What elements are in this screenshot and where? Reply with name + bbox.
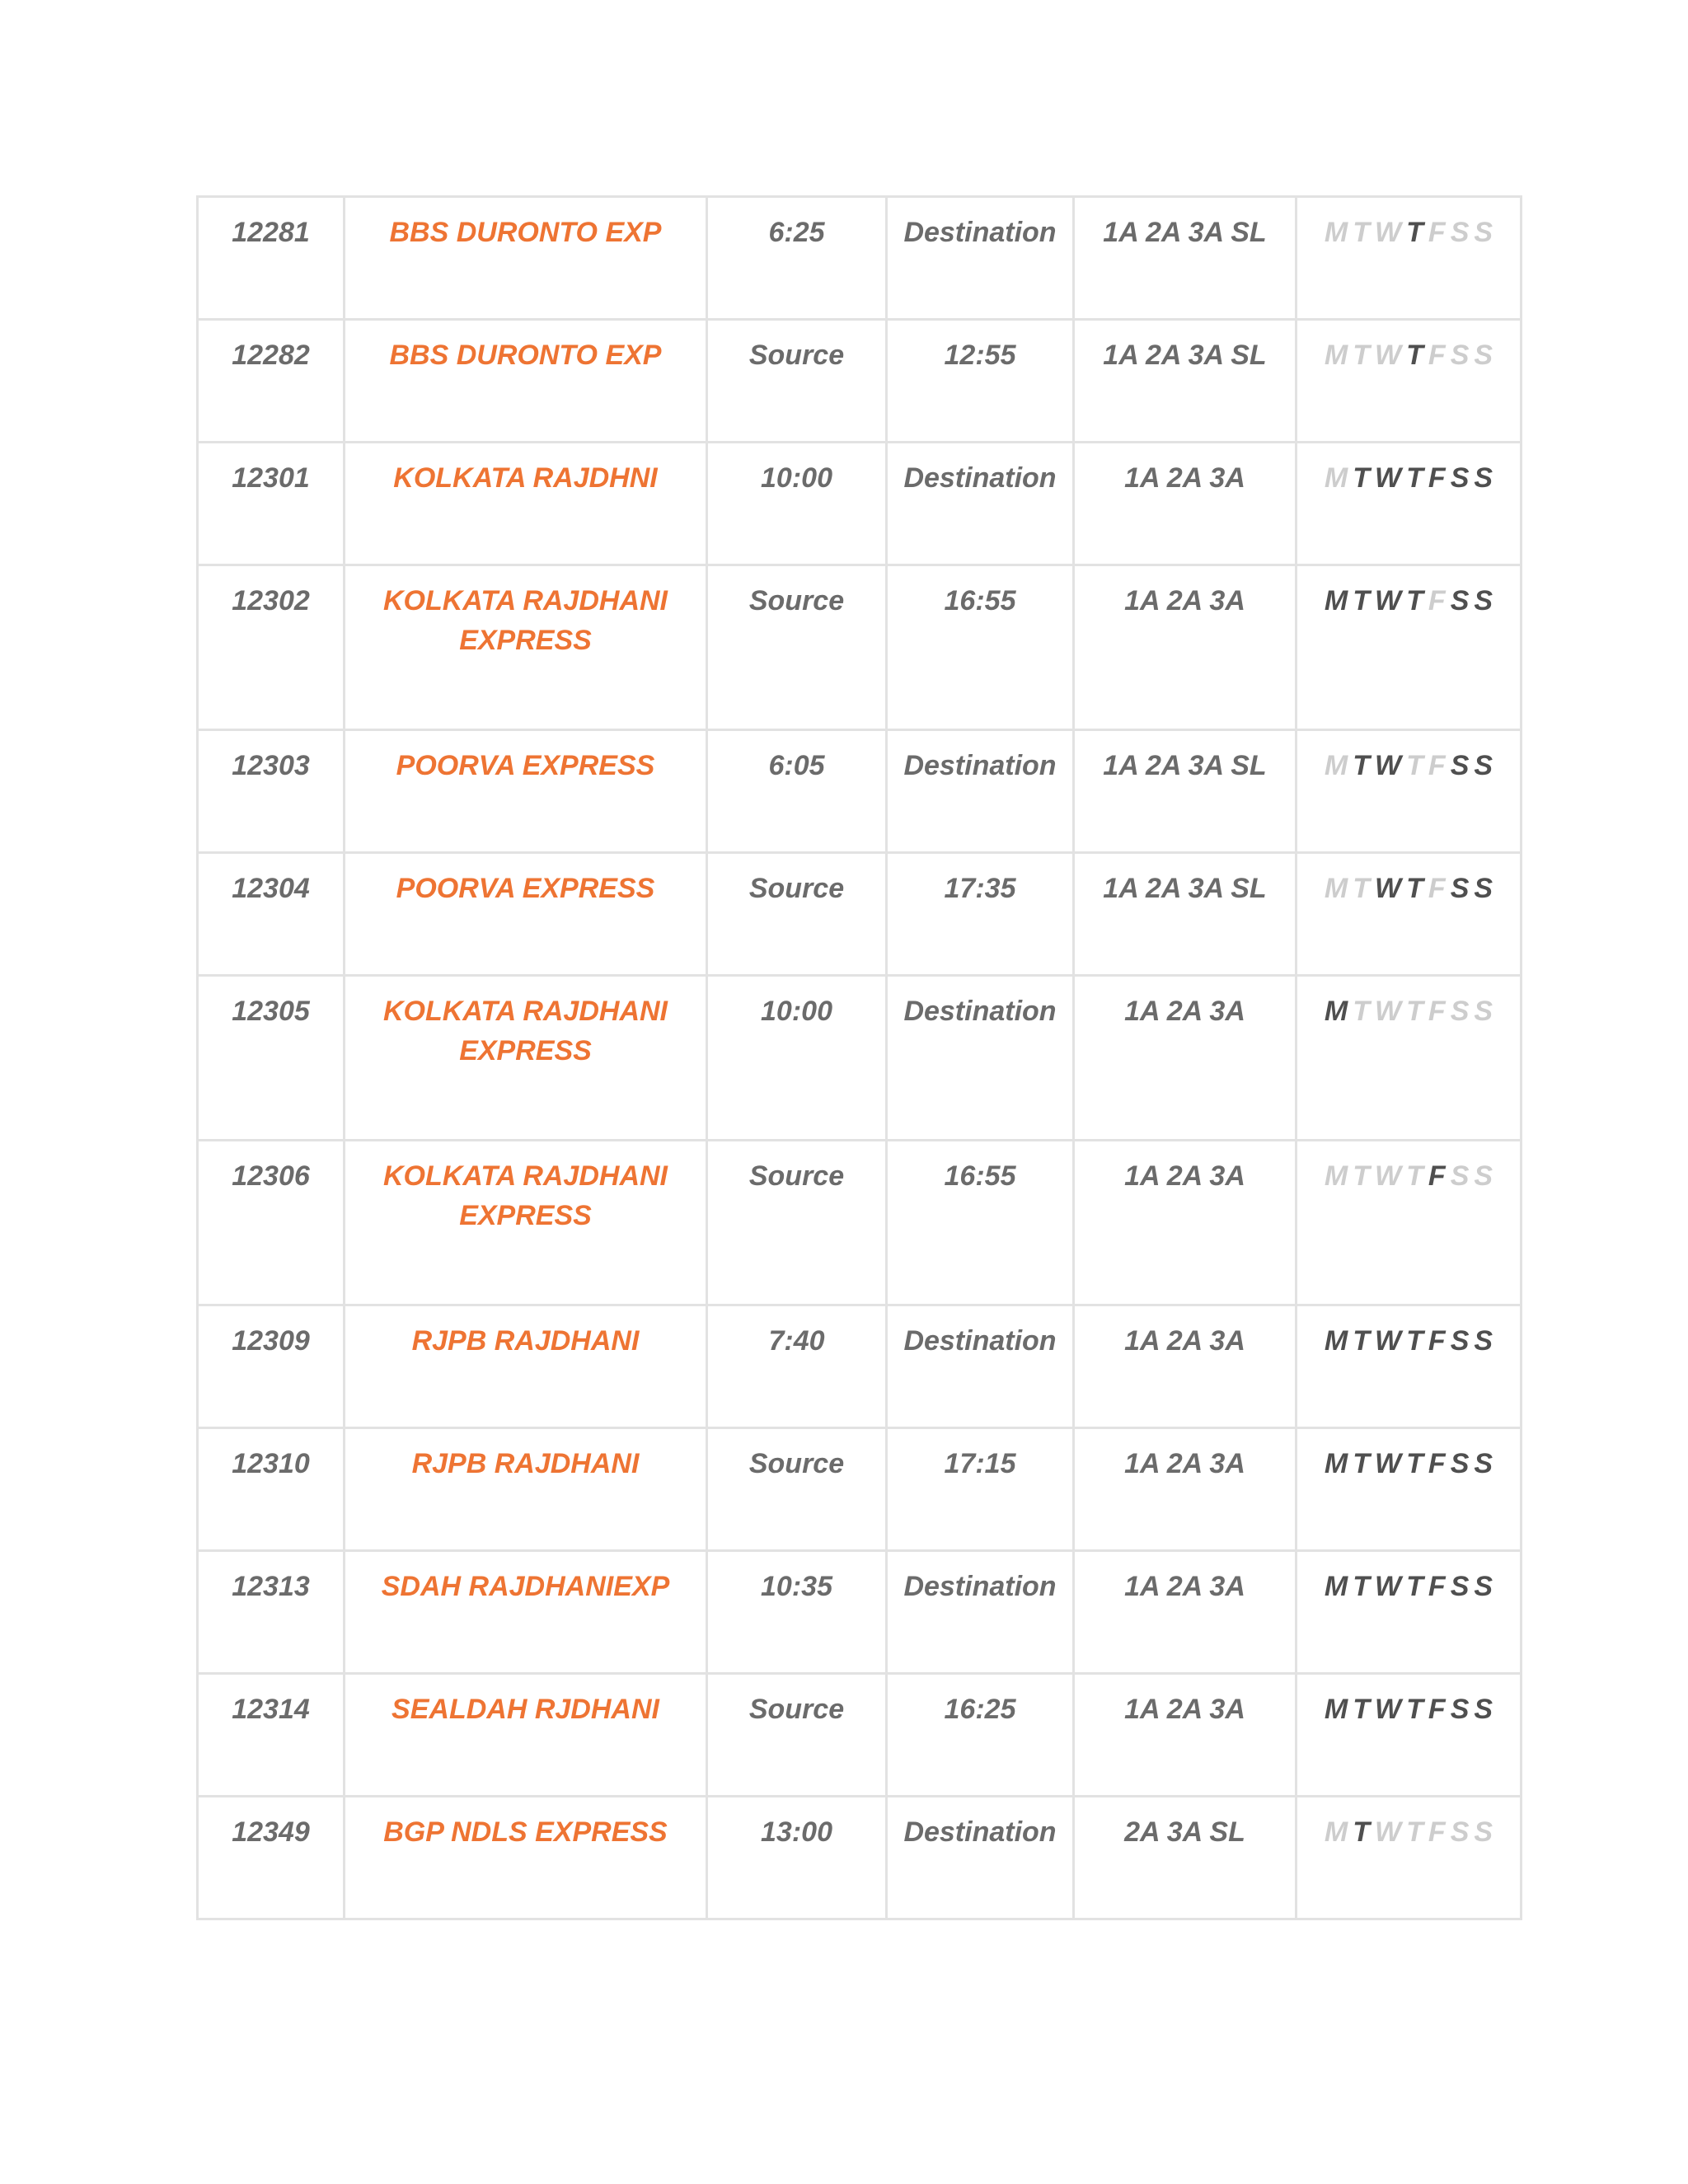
day-indicator: T [1406, 1160, 1423, 1192]
day-indicator: W [1375, 750, 1402, 781]
train-number: 12306 [198, 1141, 345, 1305]
running-days [1296, 1141, 1522, 1305]
day-indicator: F [1428, 1694, 1446, 1725]
departure-time: Destination [887, 730, 1074, 853]
train-name-link[interactable]: BBS DURONTO EXP [345, 320, 707, 443]
day-indicator: S [1474, 217, 1493, 248]
train-name-link[interactable]: SDAH RAJDHANIEXP [345, 1551, 707, 1674]
arrival-time: 7:40 [707, 1305, 887, 1428]
day-indicator: S [1474, 1325, 1493, 1357]
travel-classes: 1A 2A 3A [1074, 1674, 1296, 1797]
day-indicator: S [1450, 1448, 1470, 1479]
table-row [198, 730, 1522, 853]
arrival-time: 10:00 [707, 443, 887, 565]
day-indicator: S [1450, 1160, 1470, 1192]
departure-time: 16:55 [887, 565, 1074, 730]
day-indicator: S [1474, 1571, 1493, 1602]
departure-time: Destination [887, 1551, 1074, 1674]
running-days [1296, 1551, 1522, 1674]
running-days [1296, 1305, 1522, 1428]
day-indicator: T [1353, 1571, 1371, 1602]
day-indicator: T [1406, 217, 1423, 248]
day-indicator: S [1450, 1325, 1470, 1357]
day-indicator: F [1428, 340, 1446, 371]
day-indicator: S [1450, 585, 1470, 616]
table-row [198, 1797, 1522, 1919]
day-indicator: S [1450, 996, 1470, 1027]
train-name-link[interactable]: KOLKATA RAJDHANI EXPRESS [345, 976, 707, 1141]
day-indicator: S [1474, 585, 1493, 616]
day-indicator: T [1353, 217, 1371, 248]
day-indicator: S [1450, 1816, 1470, 1848]
day-indicator: S [1474, 1160, 1493, 1192]
running-days [1296, 730, 1522, 853]
table-row [198, 443, 1522, 565]
day-indicator: T [1353, 1160, 1371, 1192]
day-indicator: S [1450, 217, 1470, 248]
day-indicator: T [1406, 1448, 1423, 1479]
departure-time: 17:35 [887, 853, 1074, 976]
day-indicator: T [1353, 873, 1371, 904]
day-indicator: F [1428, 217, 1446, 248]
day-indicator: M [1324, 585, 1348, 616]
day-indicator: S [1450, 340, 1470, 371]
train-timetable [196, 195, 1522, 1920]
day-indicator: M [1324, 873, 1348, 904]
day-indicator: W [1375, 1325, 1402, 1357]
day-indicator: F [1428, 750, 1446, 781]
day-indicator: S [1474, 462, 1493, 494]
day-indicator: M [1324, 1694, 1348, 1725]
train-number: 12314 [198, 1674, 345, 1797]
travel-classes: 1A 2A 3A [1074, 1305, 1296, 1428]
train-number: 12304 [198, 853, 345, 976]
running-days [1296, 565, 1522, 730]
day-indicator: M [1324, 1816, 1348, 1848]
running-days [1296, 443, 1522, 565]
arrival-time: Source [707, 1141, 887, 1305]
day-indicator: T [1406, 462, 1423, 494]
day-indicator: S [1474, 750, 1493, 781]
travel-classes: 1A 2A 3A [1074, 443, 1296, 565]
day-indicator: T [1353, 1325, 1371, 1357]
day-indicator: W [1375, 585, 1402, 616]
train-number: 12349 [198, 1797, 345, 1919]
day-indicator: M [1324, 1448, 1348, 1479]
running-days [1296, 1428, 1522, 1551]
train-name-link[interactable]: RJPB RAJDHANI [345, 1428, 707, 1551]
train-name-link[interactable]: KOLKATA RAJDHANI EXPRESS [345, 1141, 707, 1305]
train-name-link[interactable]: POORVA EXPRESS [345, 730, 707, 853]
table-row [198, 853, 1522, 976]
day-indicator: F [1428, 1571, 1446, 1602]
train-name-link[interactable]: POORVA EXPRESS [345, 853, 707, 976]
arrival-time: 13:00 [707, 1797, 887, 1919]
train-name-link[interactable]: BBS DURONTO EXP [345, 197, 707, 320]
train-name-link[interactable]: BGP NDLS EXPRESS [345, 1797, 707, 1919]
day-indicator: W [1375, 340, 1402, 371]
train-number: 12302 [198, 565, 345, 730]
train-number: 12305 [198, 976, 345, 1141]
departure-time: Destination [887, 197, 1074, 320]
day-indicator: T [1406, 1325, 1423, 1357]
day-indicator: T [1353, 462, 1371, 494]
day-indicator: F [1428, 1448, 1446, 1479]
table-row [198, 976, 1522, 1141]
running-days [1296, 1674, 1522, 1797]
travel-classes: 1A 2A 3A [1074, 1551, 1296, 1674]
arrival-time: Source [707, 565, 887, 730]
train-number: 12303 [198, 730, 345, 853]
day-indicator: M [1324, 340, 1348, 371]
departure-time: Destination [887, 1797, 1074, 1919]
day-indicator: T [1353, 1694, 1371, 1725]
departure-time: 16:55 [887, 1141, 1074, 1305]
running-days [1296, 197, 1522, 320]
day-indicator: M [1324, 1160, 1348, 1192]
travel-classes: 1A 2A 3A SL [1074, 853, 1296, 976]
day-indicator: W [1375, 996, 1402, 1027]
day-indicator: S [1450, 873, 1470, 904]
arrival-time: 6:25 [707, 197, 887, 320]
day-indicator: M [1324, 1325, 1348, 1357]
train-name-link[interactable]: RJPB RAJDHANI [345, 1305, 707, 1428]
day-indicator: F [1428, 1816, 1446, 1848]
running-days [1296, 853, 1522, 976]
travel-classes: 1A 2A 3A [1074, 976, 1296, 1141]
day-indicator: T [1406, 873, 1423, 904]
table-row [198, 1305, 1522, 1428]
day-indicator: W [1375, 1571, 1402, 1602]
day-indicator: S [1474, 1694, 1493, 1725]
table-row [198, 197, 1522, 320]
day-indicator: T [1406, 1816, 1423, 1848]
train-name-link[interactable]: KOLKATA RAJDHNI [345, 443, 707, 565]
day-indicator: F [1428, 462, 1446, 494]
day-indicator: S [1450, 1694, 1470, 1725]
day-indicator: T [1353, 340, 1371, 371]
running-days [1296, 1797, 1522, 1919]
day-indicator: S [1474, 996, 1493, 1027]
day-indicator: T [1406, 750, 1423, 781]
day-indicator: F [1428, 1160, 1446, 1192]
train-name-link[interactable]: KOLKATA RAJDHANI EXPRESS [345, 565, 707, 730]
travel-classes: 1A 2A 3A SL [1074, 197, 1296, 320]
day-indicator: T [1353, 750, 1371, 781]
day-indicator: T [1353, 1816, 1371, 1848]
travel-classes: 1A 2A 3A SL [1074, 320, 1296, 443]
day-indicator: M [1324, 750, 1348, 781]
day-indicator: T [1353, 1448, 1371, 1479]
arrival-time: Source [707, 1428, 887, 1551]
train-name-link[interactable]: SEALDAH RJDHANI [345, 1674, 707, 1797]
arrival-time: Source [707, 853, 887, 976]
day-indicator: S [1450, 750, 1470, 781]
day-indicator: F [1428, 1325, 1446, 1357]
table-row [198, 1551, 1522, 1674]
timetable-body [198, 197, 1522, 1919]
day-indicator: M [1324, 1571, 1348, 1602]
train-number: 12282 [198, 320, 345, 443]
day-indicator: W [1375, 1816, 1402, 1848]
travel-classes: 1A 2A 3A [1074, 1428, 1296, 1551]
day-indicator: W [1375, 1694, 1402, 1725]
departure-time: Destination [887, 1305, 1074, 1428]
day-indicator: S [1474, 1816, 1493, 1848]
day-indicator: S [1450, 1571, 1470, 1602]
travel-classes: 1A 2A 3A SL [1074, 730, 1296, 853]
day-indicator: T [1353, 996, 1371, 1027]
train-number: 12281 [198, 197, 345, 320]
running-days [1296, 976, 1522, 1141]
day-indicator: M [1324, 996, 1348, 1027]
day-indicator: W [1375, 217, 1402, 248]
day-indicator: S [1474, 340, 1493, 371]
table-row [198, 1428, 1522, 1551]
day-indicator: M [1324, 462, 1348, 494]
day-indicator: T [1406, 585, 1423, 616]
day-indicator: T [1406, 1571, 1423, 1602]
departure-time: Destination [887, 443, 1074, 565]
arrival-time: 10:35 [707, 1551, 887, 1674]
train-number: 12313 [198, 1551, 345, 1674]
table-row [198, 1674, 1522, 1797]
day-indicator: W [1375, 1160, 1402, 1192]
day-indicator: S [1474, 873, 1493, 904]
arrival-time: Source [707, 1674, 887, 1797]
day-indicator: F [1428, 996, 1446, 1027]
departure-time: Destination [887, 976, 1074, 1141]
arrival-time: Source [707, 320, 887, 443]
departure-time: 16:25 [887, 1674, 1074, 1797]
day-indicator: W [1375, 873, 1402, 904]
arrival-time: 10:00 [707, 976, 887, 1141]
day-indicator: T [1406, 1694, 1423, 1725]
day-indicator: M [1324, 217, 1348, 248]
train-number: 12309 [198, 1305, 345, 1428]
train-number: 12301 [198, 443, 345, 565]
day-indicator: S [1450, 462, 1470, 494]
train-number: 12310 [198, 1428, 345, 1551]
departure-time: 12:55 [887, 320, 1074, 443]
day-indicator: F [1428, 873, 1446, 904]
day-indicator: T [1353, 585, 1371, 616]
table-row [198, 565, 1522, 730]
table-row [198, 1141, 1522, 1305]
arrival-time: 6:05 [707, 730, 887, 853]
day-indicator: W [1375, 1448, 1402, 1479]
travel-classes: 1A 2A 3A [1074, 565, 1296, 730]
table-row [198, 320, 1522, 443]
departure-time: 17:15 [887, 1428, 1074, 1551]
running-days [1296, 320, 1522, 443]
travel-classes: 2A 3A SL [1074, 1797, 1296, 1919]
day-indicator: T [1406, 996, 1423, 1027]
day-indicator: T [1406, 340, 1423, 371]
travel-classes: 1A 2A 3A [1074, 1141, 1296, 1305]
day-indicator: W [1375, 462, 1402, 494]
day-indicator: F [1428, 585, 1446, 616]
day-indicator: S [1474, 1448, 1493, 1479]
